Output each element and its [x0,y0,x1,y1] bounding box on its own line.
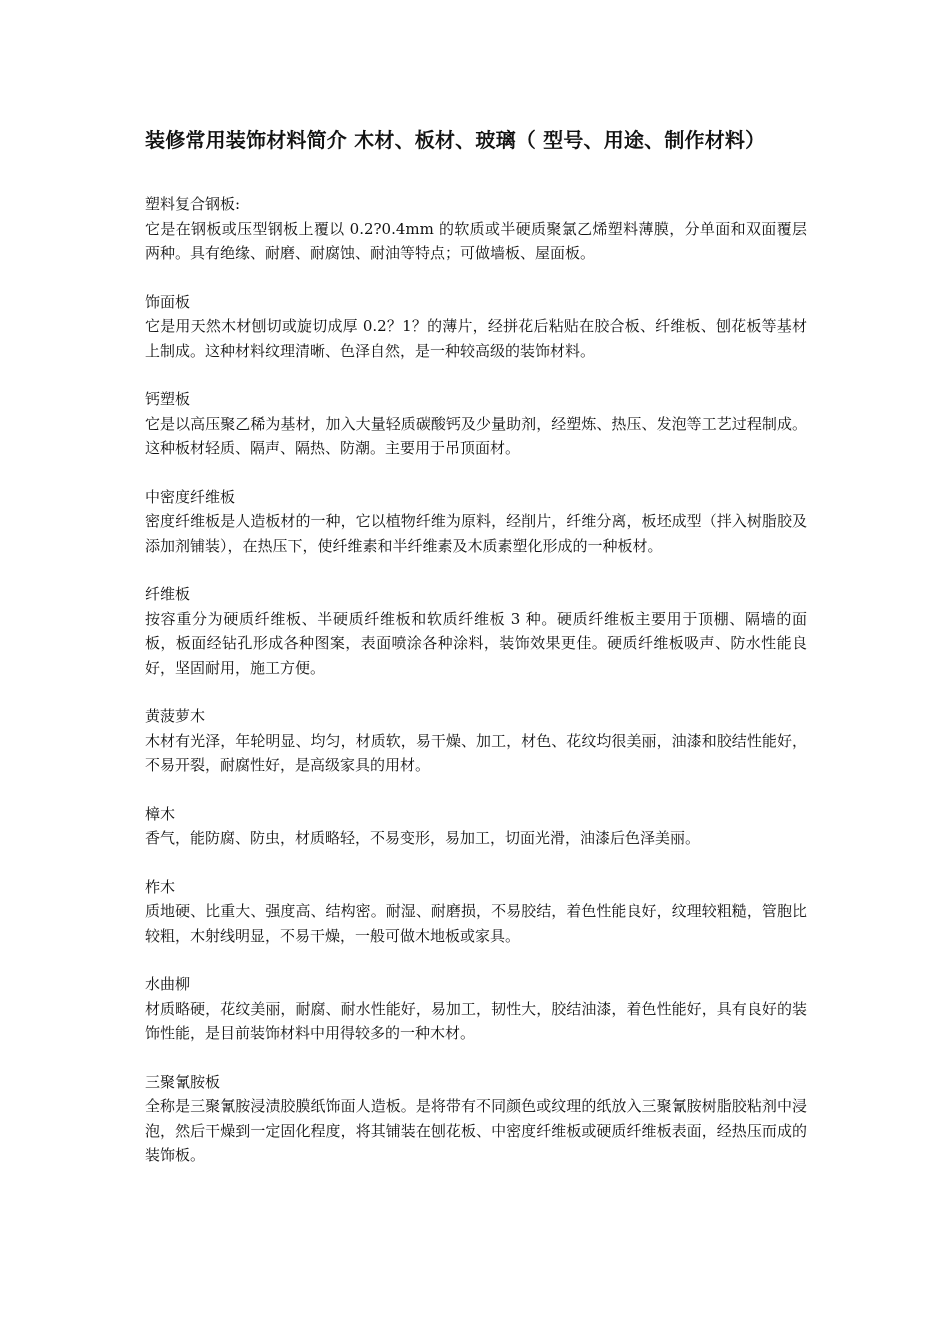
section-heading: 水曲柳 [145,975,191,993]
section-heading: 钙塑板 [145,390,191,408]
section-melamine-board [145,1070,807,1168]
section-heading: 柞木 [145,877,176,896]
section-heading: 塑料复合钢板: [145,195,241,213]
section-body: 它是用天然木材刨切或旋切成厚 0.2？1？的薄片，经拼花后粘贴在胶合板、纤维板、刨花板等基材上制成。这种材料纹理清晰、色泽自然，是一种较高级的装饰材料。 [145,317,807,360]
section-body: 木材有光泽，年轮明显、均匀，材质软，易干燥、加工，材色、花纹均很美丽，油漆和胶结性能好，不易开裂，耐腐性好，是高级家具的用材。 [145,731,807,774]
section-calcium-plastic-board [145,387,807,461]
section-body: 它是在钢板或压型钢板上覆以 0.2?0.4mm 的软质或半硬质聚氯乙烯塑料薄膜，分单面和双面覆层两种。具有绝缘、耐磨、耐腐蚀、耐油等特点；可做墙板、屋面板。 [145,219,807,262]
section-heading: 樟木 [145,804,176,823]
section-heading: 三聚氰胺板 [145,1072,221,1091]
section-mdf [145,485,807,559]
section-heading: 黄菠萝木 [145,707,206,725]
section-body: 全称是三聚氰胺浸渍胶膜纸饰面人造板。是将带有不同颜色或纹理的纸放入三聚氰胺树脂胶粘剂中浸泡，然后干燥到一定固化程度，将其铺装在刨花板、中密度纤维板或硬质纤维板表面，经热压而成的装饰板。 [145,1097,807,1164]
section-amur-cork-wood [145,704,807,778]
section-body: 它是以高压聚乙稀为基材，加入大量轻质碳酸钙及少量助剂，经塑炼、热压、发泡等工艺过程制成。这种板材轻质、隔声、隔热、防潮。主要用于吊顶面材。 [145,414,807,457]
section-oak-wood [145,875,807,949]
section-heading: 纤维板 [145,585,191,603]
section-camphor-wood [145,802,807,851]
section-ash-wood [145,972,807,1046]
section-body: 密度纤维板是人造板材的一种，它以植物纤维为原料，经削片，纤维分离，板坯成型（拌入树脂胶及添加剂铺装），在热压下，使纤维素和半纤维素及木质素塑化形成的一种板材。 [145,512,807,555]
document-body [145,192,807,1192]
section-heading: 饰面板 [145,292,191,311]
section-body: 按容重分为硬质纤维板、半硬质纤维板和软质纤维板 3 种。硬质纤维板主要用于顶棚、隔墙的面板，板面经钻孔形成各种图案，表面喷涂各种涂料，装饰效果更佳。硬质纤维板吸声、防水性能良好，坚固耐用，施工方便。 [145,609,807,677]
section-fiberboard [145,582,807,680]
section-plastic-composite-steel-plate [145,192,807,266]
page-title: 装修常用装饰材料简介 木材、板材、玻璃（ 型号、用途、制作材料） [145,128,766,152]
section-body: 材质略硬，花纹美丽，耐腐、耐水性能好，易加工，韧性大，胶结油漆，着色性能好，具有良好的装饰性能，是目前装饰材料中用得较多的一种木材。 [145,999,807,1042]
section-heading: 中密度纤维板 [145,487,236,506]
section-body: 香气，能防腐、防虫，材质略轻，不易变形，易加工，切面光滑，油漆后色泽美丽。 [145,829,701,847]
section-body: 质地硬、比重大、强度高、结构密。耐湿、耐磨损，不易胶结，着色性能良好，纹理较粗糙，管胞比较粗，木射线明显，不易干燥，一般可做木地板或家具。 [145,902,807,945]
section-veneer-board [145,290,807,364]
